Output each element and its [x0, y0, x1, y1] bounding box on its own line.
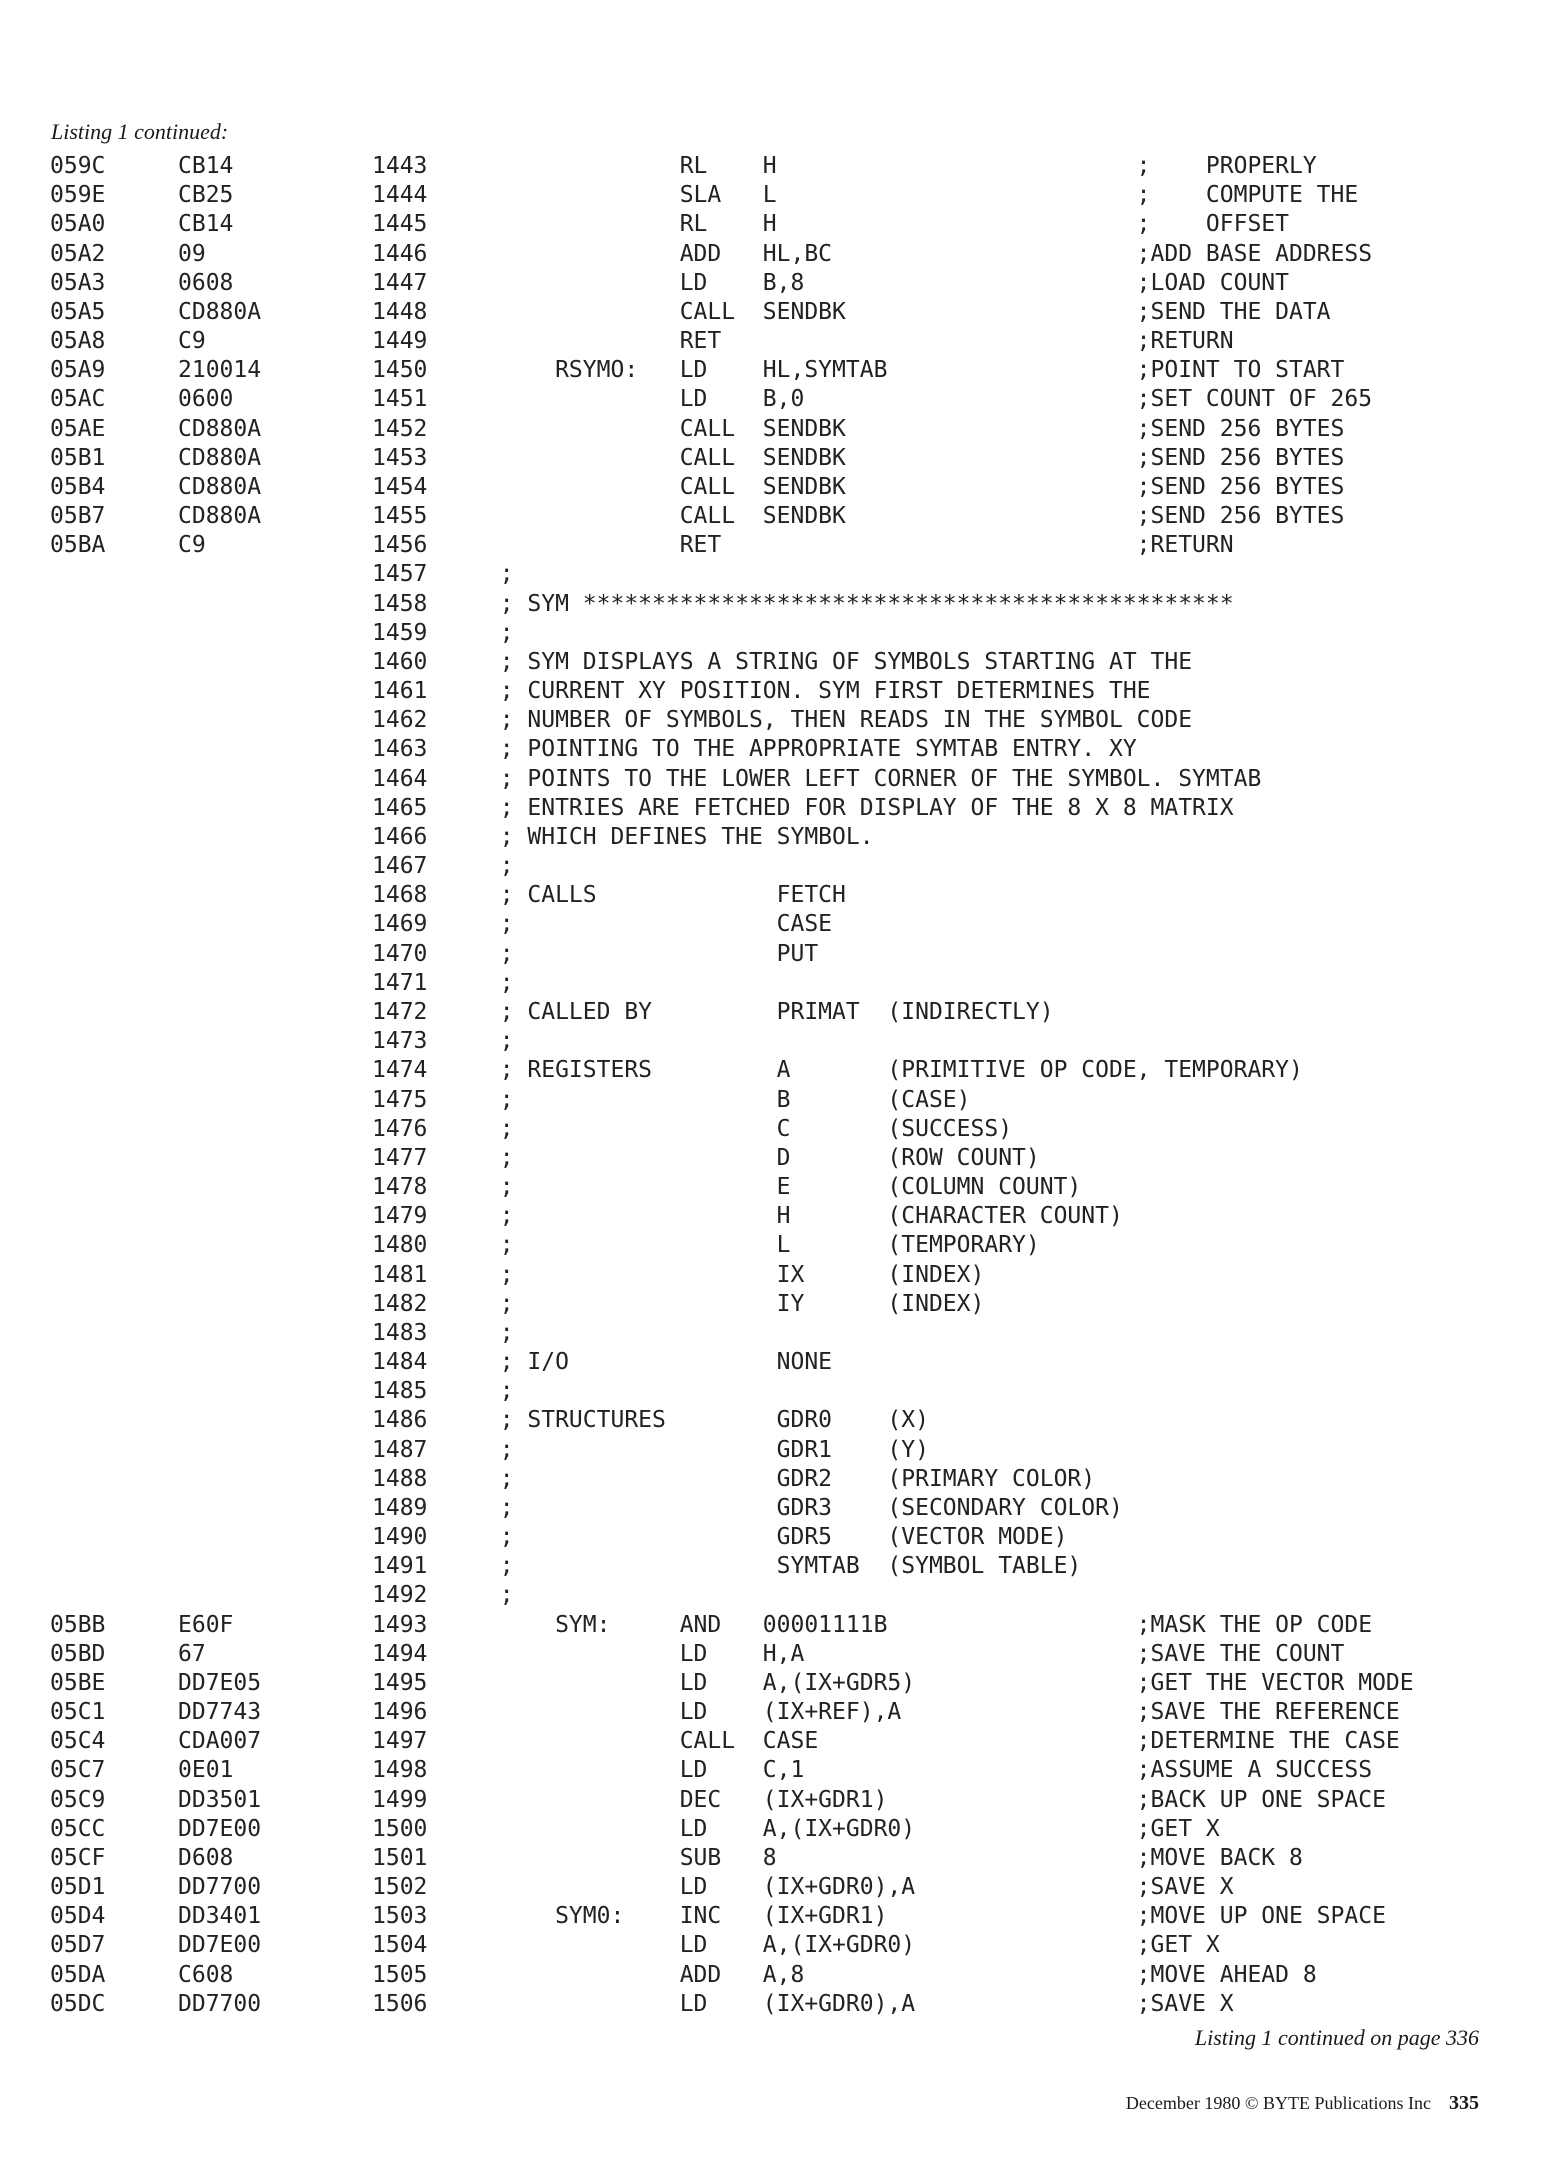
- source: ; REGISTERS A (PRIMITIVE OP CODE, TEMPORARY): [472, 1057, 1303, 1084]
- page-footer: [1126, 2092, 1479, 2115]
- code-listing: [50, 152, 1530, 2019]
- listing-line: [50, 298, 1530, 327]
- source: SYM0: INC (IX+GDR1) ;MOVE UP ONE SPACE: [472, 1903, 1386, 1930]
- address: 05B4: [50, 473, 106, 500]
- source: CALL SENDBK ;SEND 256 BYTES: [472, 444, 1345, 471]
- source: ; CURRENT XY POSITION. SYM FIRST DETERMINES THE: [472, 678, 1151, 705]
- source: ; SYM DISPLAYS A STRING OF SYMBOLS STARTING AT THE: [472, 648, 1193, 675]
- listing-line: [50, 998, 1530, 1027]
- line-number: 1498: [372, 1757, 428, 1784]
- listing-line: [50, 415, 1530, 444]
- line-number: 1497: [372, 1728, 428, 1755]
- source: ; CALLS FETCH: [472, 882, 846, 909]
- line-number: 1478: [372, 1174, 428, 1201]
- listing-line: [50, 1581, 1530, 1610]
- source: ; CALLED BY PRIMAT (INDIRECTLY): [472, 998, 1054, 1025]
- listing-line: [50, 1406, 1530, 1435]
- object-code: CD880A: [178, 444, 262, 471]
- source: ; GDR1 (Y): [472, 1436, 929, 1463]
- source: LD B,0 ;SET COUNT OF 265: [472, 386, 1373, 413]
- object-code: 0600: [178, 386, 234, 413]
- address: 05AE: [50, 415, 106, 442]
- listing-line: [50, 1144, 1530, 1173]
- listing-line: [50, 1465, 1530, 1494]
- object-code: 09: [178, 240, 206, 267]
- source: ; WHICH DEFINES THE SYMBOL.: [472, 823, 874, 850]
- source: RET ;RETURN: [472, 328, 1234, 355]
- listing-line: [50, 969, 1530, 998]
- listing-line: [50, 1931, 1530, 1960]
- listing-line: [50, 910, 1530, 939]
- source: ; NUMBER OF SYMBOLS, THEN READS IN THE SYMBOL CODE: [472, 707, 1193, 734]
- source: CALL SENDBK ;SEND 256 BYTES: [472, 415, 1345, 442]
- source: LD A,(IX+GDR5) ;GET THE VECTOR MODE: [472, 1669, 1414, 1696]
- source: ; POINTS TO THE LOWER LEFT CORNER OF THE SYMBOL. SYMTAB: [472, 765, 1262, 792]
- address: 05A5: [50, 298, 106, 325]
- listing-line: [50, 677, 1530, 706]
- listing-line: [50, 1786, 1530, 1815]
- listing-line: [50, 881, 1530, 910]
- listing-line: [50, 1027, 1530, 1056]
- source: ; GDR3 (SECONDARY COLOR): [472, 1494, 1123, 1521]
- page-number: 335: [1449, 2092, 1479, 2114]
- source: ;: [472, 619, 514, 646]
- source: ; D (ROW COUNT): [472, 1144, 1040, 1171]
- line-number: 1476: [372, 1115, 428, 1142]
- object-code: C9: [178, 532, 206, 559]
- address: 05BE: [50, 1669, 106, 1696]
- line-number: 1448: [372, 298, 428, 325]
- line-number: 1473: [372, 1028, 428, 1055]
- line-number: 1451: [372, 386, 428, 413]
- line-number: 1477: [372, 1144, 428, 1171]
- source: LD A,(IX+GDR0) ;GET X: [472, 1932, 1220, 1959]
- object-code: D608: [178, 1844, 234, 1871]
- source: CALL SENDBK ;SEND 256 BYTES: [472, 473, 1345, 500]
- listing-line: [50, 1756, 1530, 1785]
- source: ; POINTING TO THE APPROPRIATE SYMTAB ENTRY. XY: [472, 736, 1137, 763]
- listing-line: [50, 1202, 1530, 1231]
- listing-line: [50, 1377, 1530, 1406]
- line-number: 1465: [372, 794, 428, 821]
- line-number: 1494: [372, 1640, 428, 1667]
- address: 05AC: [50, 386, 106, 413]
- line-number: 1506: [372, 1990, 428, 2017]
- line-number: 1458: [372, 590, 428, 617]
- source: CALL SENDBK ;SEND 256 BYTES: [472, 503, 1345, 530]
- object-code: E60F: [178, 1611, 234, 1638]
- line-number: 1488: [372, 1465, 428, 1492]
- address: 05DC: [50, 1990, 106, 2017]
- object-code: DD3501: [178, 1786, 262, 1813]
- line-number: 1474: [372, 1057, 428, 1084]
- address: 05B7: [50, 503, 106, 530]
- listing-line: [50, 823, 1530, 852]
- object-code: CDA007: [178, 1728, 262, 1755]
- line-number: 1493: [372, 1611, 428, 1638]
- line-number: 1489: [372, 1494, 428, 1521]
- listing-line: [50, 1523, 1530, 1552]
- line-number: 1483: [372, 1319, 428, 1346]
- line-number: 1481: [372, 1261, 428, 1288]
- line-number: 1482: [372, 1290, 428, 1317]
- address: 05C9: [50, 1786, 106, 1813]
- line-number: 1443: [372, 153, 428, 179]
- object-code: DD3401: [178, 1903, 262, 1930]
- line-number: 1444: [372, 182, 428, 209]
- source: RET ;RETURN: [472, 532, 1234, 559]
- line-number: 1445: [372, 211, 428, 238]
- object-code: CB25: [178, 182, 234, 209]
- listing-line: [50, 735, 1530, 764]
- line-number: 1485: [372, 1378, 428, 1405]
- listing-line: [50, 327, 1530, 356]
- listing-line: [50, 444, 1530, 473]
- listing-line: [50, 1348, 1530, 1377]
- source: SYM: AND 00001111B ;MASK THE OP CODE: [472, 1611, 1373, 1638]
- line-number: 1459: [372, 619, 428, 646]
- object-code: DD7E00: [178, 1815, 262, 1842]
- listing-line: [50, 794, 1530, 823]
- line-number: 1480: [372, 1232, 428, 1259]
- line-number: 1464: [372, 765, 428, 792]
- address: 05D4: [50, 1903, 106, 1930]
- source: ;: [472, 561, 514, 588]
- object-code: CB14: [178, 153, 234, 179]
- line-number: 1452: [372, 415, 428, 442]
- line-number: 1454: [372, 473, 428, 500]
- object-code: 0E01: [178, 1757, 234, 1784]
- listing-line: [50, 1873, 1530, 1902]
- address: 05D7: [50, 1932, 106, 1959]
- address: 05C4: [50, 1728, 106, 1755]
- source: ;: [472, 853, 514, 880]
- source: CALL SENDBK ;SEND THE DATA: [472, 298, 1331, 325]
- listing-line: [50, 1698, 1530, 1727]
- line-number: 1486: [372, 1407, 428, 1434]
- source: ; SYMTAB (SYMBOL TABLE): [472, 1553, 1082, 1580]
- listing-line: [50, 385, 1530, 414]
- listing-line: [50, 1902, 1530, 1931]
- source: ; IY (INDEX): [472, 1290, 985, 1317]
- listing-line: [50, 1611, 1530, 1640]
- object-code: CD880A: [178, 503, 262, 530]
- listing-line: [50, 1261, 1530, 1290]
- source: ; IX (INDEX): [472, 1261, 985, 1288]
- listing-line: [50, 531, 1530, 560]
- address: 059C: [50, 153, 106, 179]
- line-number: 1479: [372, 1203, 428, 1230]
- line-number: 1468: [372, 882, 428, 909]
- listing-line: [50, 1815, 1530, 1844]
- line-number: 1463: [372, 736, 428, 763]
- address: 05B1: [50, 444, 106, 471]
- source: SLA L ; COMPUTE THE: [472, 182, 1359, 209]
- listing-line: [50, 210, 1530, 239]
- source: DEC (IX+GDR1) ;BACK UP ONE SPACE: [472, 1786, 1386, 1813]
- line-number: 1496: [372, 1699, 428, 1726]
- address: 05C1: [50, 1699, 106, 1726]
- address: 05DA: [50, 1961, 106, 1988]
- listing-line: [50, 940, 1530, 969]
- line-number: 1461: [372, 678, 428, 705]
- line-number: 1467: [372, 853, 428, 880]
- address: 05A9: [50, 357, 106, 384]
- address: 05CC: [50, 1815, 106, 1842]
- line-number: 1504: [372, 1932, 428, 1959]
- line-number: 1472: [372, 998, 428, 1025]
- line-number: 1502: [372, 1874, 428, 1901]
- listing-line: [50, 1844, 1530, 1873]
- listing-line: [50, 1436, 1530, 1465]
- line-number: 1501: [372, 1844, 428, 1871]
- line-number: 1487: [372, 1436, 428, 1463]
- line-number: 1475: [372, 1086, 428, 1113]
- source: ;: [472, 1582, 514, 1609]
- line-number: 1466: [372, 823, 428, 850]
- line-number: 1450: [372, 357, 428, 384]
- source: LD (IX+GDR0),A ;SAVE X: [472, 1874, 1234, 1901]
- line-number: 1495: [372, 1669, 428, 1696]
- source: LD C,1 ;ASSUME A SUCCESS: [472, 1757, 1373, 1784]
- listing-line: [50, 619, 1530, 648]
- listing-line: [50, 1290, 1530, 1319]
- listing-line: [50, 765, 1530, 794]
- address: 05CF: [50, 1844, 106, 1871]
- footer-credit: December 1980 © BYTE Publications Inc: [1125, 2093, 1431, 2113]
- line-number: 1455: [372, 503, 428, 530]
- source: ; C (SUCCESS): [472, 1115, 1013, 1142]
- line-number: 1456: [372, 532, 428, 559]
- source: ;: [472, 1378, 514, 1405]
- line-number: 1471: [372, 969, 428, 996]
- address: 05BB: [50, 1611, 106, 1638]
- line-number: 1447: [372, 269, 428, 296]
- source: ; GDR2 (PRIMARY COLOR): [472, 1465, 1096, 1492]
- object-code: CD880A: [178, 473, 262, 500]
- listing-line: [50, 1961, 1530, 1990]
- source: LD A,(IX+GDR0) ;GET X: [472, 1815, 1220, 1842]
- source: ; GDR5 (VECTOR MODE): [472, 1524, 1068, 1551]
- object-code: C608: [178, 1961, 234, 1988]
- line-number: 1469: [372, 911, 428, 938]
- listing-line: [50, 1669, 1530, 1698]
- object-code: DD7743: [178, 1699, 262, 1726]
- source: RL H ; OFFSET: [472, 211, 1289, 238]
- listing-line: [50, 356, 1530, 385]
- listing-line: [50, 1319, 1530, 1348]
- source: ; CASE: [472, 911, 833, 938]
- listing-line: [50, 852, 1530, 881]
- source: ; B (CASE): [472, 1086, 971, 1113]
- source: RL H ; PROPERLY: [472, 153, 1317, 179]
- listing-line: [50, 152, 1530, 181]
- listing-heading: Listing 1 continued:: [51, 119, 229, 144]
- object-code: CD880A: [178, 298, 262, 325]
- source: ; SYM ***********************************************: [472, 590, 1234, 617]
- listing-line: [50, 240, 1530, 269]
- listing-line: [50, 1727, 1530, 1756]
- line-number: 1491: [372, 1553, 428, 1580]
- address: 059E: [50, 182, 106, 209]
- object-code: DD7700: [178, 1874, 262, 1901]
- source: ;: [472, 969, 514, 996]
- source: CALL CASE ;DETERMINE THE CASE: [472, 1728, 1400, 1755]
- line-number: 1490: [372, 1524, 428, 1551]
- line-number: 1446: [372, 240, 428, 267]
- source: ;: [472, 1319, 514, 1346]
- listing-line: [50, 1494, 1530, 1523]
- listing-line: [50, 1115, 1530, 1144]
- line-number: 1460: [372, 648, 428, 675]
- source: LD (IX+REF),A ;SAVE THE REFERENCE: [472, 1699, 1400, 1726]
- object-code: CD880A: [178, 415, 262, 442]
- address: 05BA: [50, 532, 106, 559]
- object-code: CB14: [178, 211, 234, 238]
- listing-line: [50, 560, 1530, 589]
- line-number: 1470: [372, 940, 428, 967]
- object-code: 67: [178, 1640, 206, 1667]
- line-number: 1457: [372, 561, 428, 588]
- object-code: DD7E05: [178, 1669, 262, 1696]
- listing-line: [50, 1086, 1530, 1115]
- listing-line: [50, 1056, 1530, 1085]
- source: LD (IX+GDR0),A ;SAVE X: [472, 1990, 1234, 2017]
- source: SUB 8 ;MOVE BACK 8: [472, 1844, 1303, 1871]
- source: ADD A,8 ;MOVE AHEAD 8: [472, 1961, 1317, 1988]
- source: ; STRUCTURES GDR0 (X): [472, 1407, 929, 1434]
- source: ; E (COLUMN COUNT): [472, 1174, 1082, 1201]
- source: LD H,A ;SAVE THE COUNT: [472, 1640, 1345, 1667]
- listing-line: [50, 1231, 1530, 1260]
- line-number: 1503: [372, 1903, 428, 1930]
- address: 05A8: [50, 328, 106, 355]
- source: ;: [472, 1028, 514, 1055]
- source: ; L (TEMPORARY): [472, 1232, 1040, 1259]
- source: ; PUT: [472, 940, 819, 967]
- line-number: 1484: [372, 1349, 428, 1376]
- address: 05BD: [50, 1640, 106, 1667]
- object-code: DD7700: [178, 1990, 262, 2017]
- line-number: 1500: [372, 1815, 428, 1842]
- source: ; H (CHARACTER COUNT): [472, 1203, 1123, 1230]
- source: ; I/O NONE: [472, 1349, 833, 1376]
- address: 05A2: [50, 240, 106, 267]
- listing-line: [50, 1990, 1530, 2019]
- address: 05C7: [50, 1757, 106, 1784]
- source: RSYMO: LD HL,SYMTAB ;POINT TO START: [472, 357, 1345, 384]
- line-number: 1449: [372, 328, 428, 355]
- line-number: 1492: [372, 1582, 428, 1609]
- object-code: 0608: [178, 269, 234, 296]
- object-code: C9: [178, 328, 206, 355]
- address: 05A0: [50, 211, 106, 238]
- listing-line: [50, 1552, 1530, 1581]
- line-number: 1499: [372, 1786, 428, 1813]
- listing-line: [50, 473, 1530, 502]
- line-number: 1453: [372, 444, 428, 471]
- object-code: 210014: [178, 357, 262, 384]
- source: LD B,8 ;LOAD COUNT: [472, 269, 1289, 296]
- listing-line: [50, 1173, 1530, 1202]
- source: ADD HL,BC ;ADD BASE ADDRESS: [472, 240, 1373, 267]
- listing-line: [50, 648, 1530, 677]
- listing-line: [50, 706, 1530, 735]
- listing-line: [50, 1640, 1530, 1669]
- source: ; ENTRIES ARE FETCHED FOR DISPLAY OF THE 8 X 8 MATRIX: [472, 794, 1234, 821]
- object-code: DD7E00: [178, 1932, 262, 1959]
- listing-line: [50, 269, 1530, 298]
- address: 05A3: [50, 269, 106, 296]
- line-number: 1505: [372, 1961, 428, 1988]
- listing-line: [50, 590, 1530, 619]
- line-number: 1462: [372, 707, 428, 734]
- listing-line: [50, 502, 1530, 531]
- listing-line: [50, 181, 1530, 210]
- address: 05D1: [50, 1874, 106, 1901]
- continued-note: Listing 1 continued on page 336: [1194, 2025, 1479, 2050]
